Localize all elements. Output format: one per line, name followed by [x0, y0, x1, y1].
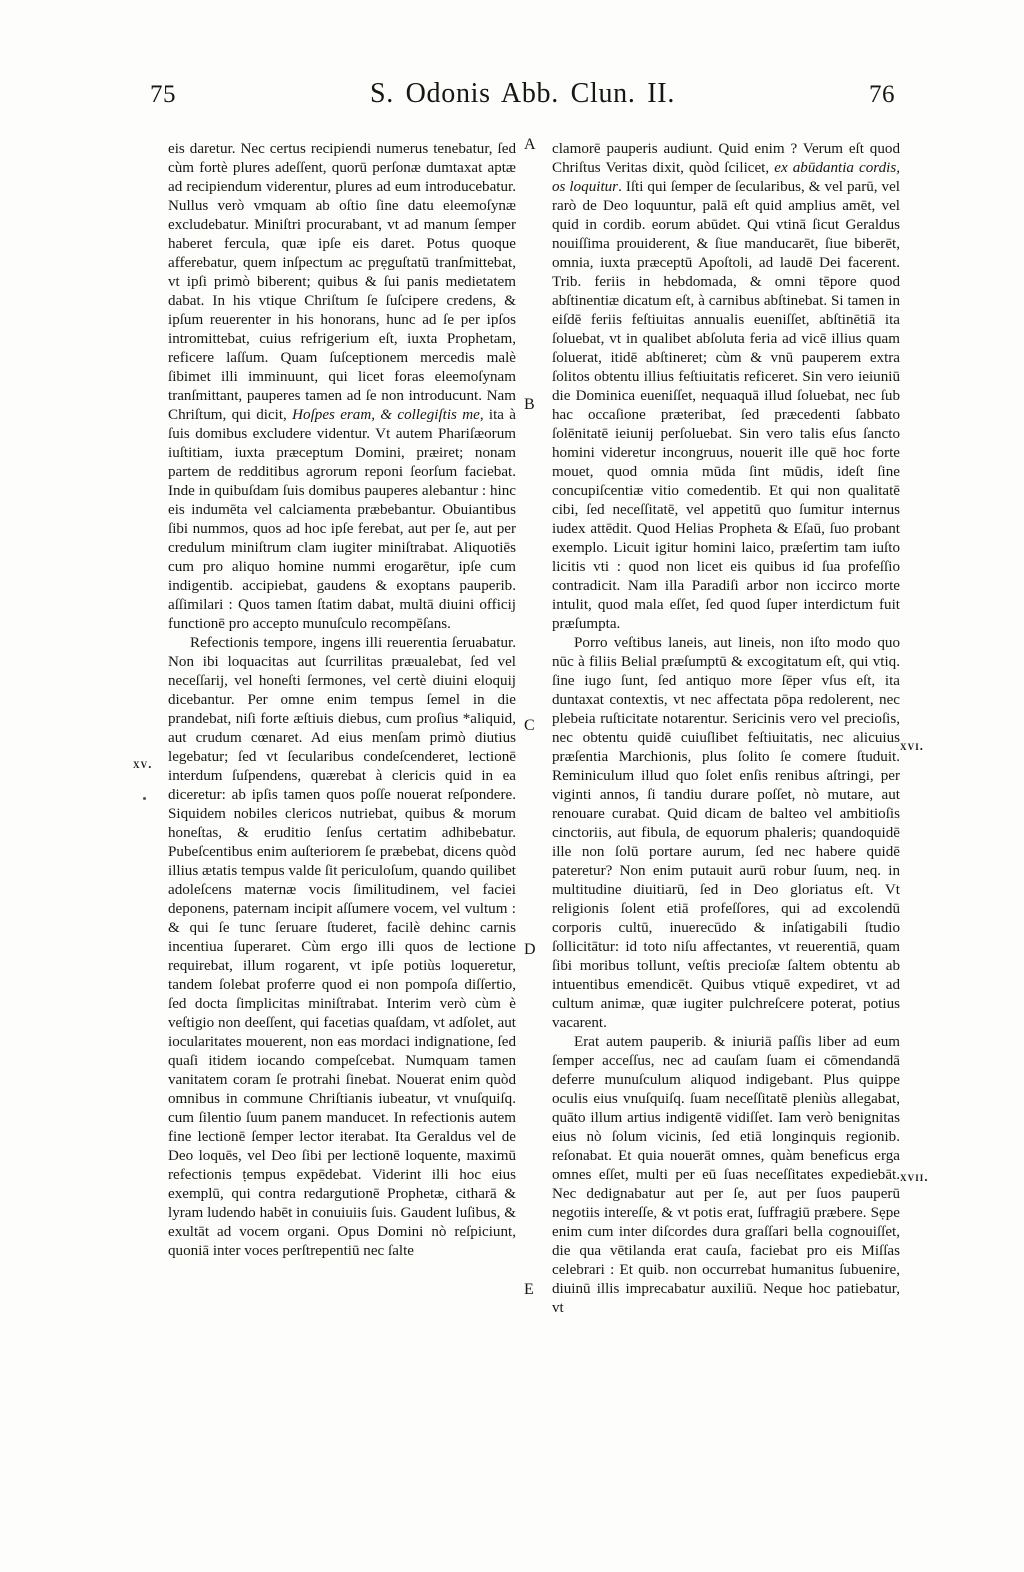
folio-number-left: 75 [150, 81, 176, 108]
page-title: S. Odonis Abb. Clun. II. [369, 78, 676, 109]
paragraph-right-1-text-a: clamorē pauperis audiunt. Quid enim ? Verum eſt quod Chriſtus Veritas dixit, quòd ſcilicet, [552, 141, 900, 176]
paragraph-right-3: Erat autem pauperib. & iniuriā paſſis liber ad eum ſemper acceſſus, nec ad cauſam ſuam ei cōmendandā deferre munuſculum aliquod indigebant. Plus quippe oculis eius vnuſquiſq. ſuam neceſſitatē pleniùs allegabat, quāto illum artius indigentē vidiſſet. Iam verò benignitas eius nò ſolum vicinis, ſed etiā longinquis regionib. reſonabat. Et quia nouerāt omnes, quàm beneficus erga omnes eſſet, multi per eū ſuas neceſſitates expediebāt. Nec dedignabatur aut per ſe, aut per ſuos pauperū negotiis intereſſe, & vt potis erat, ſuffragiū præbere. Sẹpe enim cum inter diſcordes dura graſſari bella cognouiſſet, die qua vētilanda erat cauſa, faciebat pro eis Miſſas celebrari : Et quib. non occurrebat humanitus ſubuenire, diuinū illis imprecabatur auxiliū. Neque hoc patiebatur, vt [552, 1034, 900, 1316]
paragraph-left-1-text-b: , ita à ſuis domibus excludere videntur. Vt autem Phariſæorum iuſtitiam, iuxta præceptum Domini, præiret; nonam partem de redditibus agrorum reponi ſeorſum faciebat. Inde in quibuſdam ſuis domibus pauperes alebantur : hinc eis indumēta vel calciamenta præbebantur. Obuiantibus ſibi nummos, quos ad hoc ipſe ferebat, aut per ſe, aut per credulum miniſtrum clam iugiter miniſtrabat. Aliquotiēs cum pro aliquo homine nummi erogarētur, ipſe cum indigentib. accipiebat, gaudens & exoptans pauperib. aſſimilari : Quos tamen ſtatim dabat, multā diuini officij functionē pro accepto munuſculo recompēſans. [168, 407, 517, 632]
margin-letter-d: D [524, 941, 536, 958]
margin-letter-c: C [524, 717, 535, 734]
paragraph-left-2: Refectionis tempore, ingens illi reuerentia ſeruabatur. Non ibi loquacitas aut ſcurrilitas præualebat, ſed vel neceſſarij, vel honeſti ſermones, vel certè diuini eloquij dicebantur. Per omne enim tempus ſemel in die prandebat, niſi forte æſtiuis diebus, cum proſius *aliquid, aut crudum cœnaret. Ad eius menſam primò diutius legebatur; ſed vt ſecularibus condeſcenderet, lectionē interdum ſuſpendens, quærebat à clericis quid in ea diceretur: ab ipſis tamen quos poſſe nouerat reſpondere. Siquidem nobiles clericos nutriebat, quibus & morum honeſtas, & eruditio ſenſus certatim adhibebatur. Pubeſcentibus enim auſteriorem ſe præbebat, dicens quòd illius ætatis tempus valde ſit periculoſum, quando quilibet adoleſcens maternæ vocis ſimilitudinem, vel faciei deponens, paternam incipit aſſumere vocem, vel vultum : & qui ſe tunc ſeruare ſtuderet, facilè dehinc carnis incentiua ſuperaret. Cùm ergo illi quos de lectione requirebat, illum rogarent, vt ipſe potiùs loqueretur, tandem ſolebat proferre quod ei non pompoſa diſſertio, ſed docta ſimplicitas miniſtrabat. Interim verò cùm è veſtigio non deeſſent, qui facetias quaſdam, vt adſolet, aut iocularitates mouerent, non eas mordaci indignatione, ſed quaſi itidem iocando compeſcebat. Numquam tamen vanitatem coram ſe protrahi ſinebat. Nouerat enim quòd omnibus in commune Chriſtianis iubeatur, vt vnuſquiſq. cum ſilentio ſuum panem manducet. In refectionis autem fine lectionē ſemper lector iterabat. Ita Geraldus vel de Deo loquēs, vel Deo ſibi per lectionē loquente, maximū refectionis ṭempus expēdebat. Viderint illi hoc eius exemplū, qui contra redargutionē Prophetæ, citharā & lyram ludendo habēt in conuiuiis ſuis. Gaudent luſibus, & exultāt ad vocem organi. Opus Domini nò reſpiciunt, quoniā inter voces perſtrepentiū nec ſalte [168, 635, 516, 1259]
column-right [552, 140, 900, 1318]
folio-number-right: 76 [869, 81, 895, 108]
paragraph-right-1 [552, 140, 900, 634]
page-speck [143, 797, 146, 800]
margin-letter-a: A [524, 136, 536, 153]
paragraph-left-1-text-a: eis daretur. Nec certus recipiendi numerus tenebatur, ſed cùm fortè plures adeſſent, quorū perſonæ dumtaxat aptæ ad recipiendum viderentur, plures ad eum introducebatur. Nullus verò vmquam ab oſtio ſine datu eleemoſynæ excludebatur. Miniſtri procurabant, vt ad manum ſemper haberet fercula, quæ ipſe eis daret. Potus quoque afferebatur, quem inſpectum ac prẹguſtatū tranſmittebat, vt ipſi primò biberent; quibus & ſui panis medietatem dabat. In his vtique Chriſtum ſe ſuſcipere credens, & ipſum reuerenter in his honorans, hunc ad ſe per ipſos intromittebat, cuius refrigerium eſt, iuxta Prophetam, reficere laſſum. Quam ſuſceptionem mercedis malè ſibimet illi imminuunt, qui licet foras eleemoſynam tranſmittant, pauperes tamen ad ſe non introducunt. Nam Chriſtum, qui dicit, [168, 141, 516, 423]
column-left [168, 140, 516, 1261]
quotation-ex-abundantia-cordis: ex abūdantia cordis, os loquitur [552, 160, 901, 195]
paragraph-right-2: Porro veſtibus laneis, aut lineis, non iſto modo quo nūc à filiis Belial præſumptū & excogitatum eſt, qui vtiq. ſine iugo ſunt, ſed antiquo more ſēper vſus eſt, ita duntaxat contextis, vt nec affectata pōpa redolerent, nec plebeia ruſticitate notarentur. Sericinis vero vel precioſis, nec obtentu quidē cuiuſlibet feſtiuitatis, nec alicuius præſentia Marchionis, plus ſolito ſe comere ſtuduit. Reminiculum illud quo ſolet enſis renibus aſtringi, per viginti annos, ſi tandiu durare poſſet, nò mutare, aut renouare curabat. Quid dicam de balteo vel ambitioſis cinctoriis, aut fibula, de equorum phaleris; quandoquidē ille non ſolū portare aurum, ſed nec habere quidē pateretur? Non enim putauit aurū robur ſuum, neq. in multitudine diuitiarū, ſed in Deo gloriatus eſt. Vt religionis ſolent etiā profeſſores, qui ad excolendū corporis cultū, inuerecūdo & inſatigabili ſtudio ſollicitātur: id toto niſu affectantes, vt reuerentiā, quam ſibi moribus tollunt, veſtis precioſæ ſaltem obtentu ab intuentibus emendicēt. Quibus vtiquē expediret, vt ad cultum animæ, quæ iugiter pulchreſcere poterat, potius vacarent. [552, 635, 900, 1031]
paragraph-left-1 [168, 140, 516, 634]
margin-letter-b: B [524, 396, 535, 413]
quotation-hospes-eram: Hoſpes eram, & collegiſtis me [292, 407, 480, 423]
section-number-xv: xv. [133, 757, 153, 771]
paragraph-right-1-text-b: . Iſti qui ſemper de ſecularibus, & vel parū, vel rarò de Deo loquuntur, palā eſt quid amplius amēt, vel quid in cordib. eorum abūdet. Qui vtinā ſicut Geraldus nouiſſima prouiderent, & ſiue manducarēt, ſiue biberēt, omnia, iuxta præceptū Apoſtoli, ad laudē Dei facerent. Trib. feriis in hebdomada, & omni tēpore quod abſtinentiæ dicatum eſt, à carnibus abſtinebat. Si tamen in eiſdē feriis feſtiuitas annualis eueniſſet, abſtinētiā ita ſoluebat, vt in qualibet abſoluta feria ad vicē illius quam ſoluerat, itidē abſtineret; cùm & vnū pauperem extra ſolitos obtentu illius feſtiuitatis reficeret. Sin vero ieiuniū die Dominica eueniſſet, nequaquā illud ſoluebat, nec ſub hac occaſione præteribat, ſed præcedenti ſabbato ſolēnitatē ieiunij perſoluebat. Sin vero talis eſus ſancto homini videretur incongruus, nouerit ille quē hoc forte mouet, quod omnia mūda ſint mūdis, ideſt ſine concupiſcentiæ vitio comedentib. Et qui non qualitatē cibi, ſed neceſſitatē, vel appetitū quo ſumitur internus iudex attēdit. Quod Helias Propheta & Eſaū, ſuo probant exemplo. Licuit igitur homini laico, præſertim tam iuſto licitis vti : quod non licet eis quibus id ſua profeſſio contradicit. Nam illa Paradiſi arbor non iccirco morte intulit, quod mala eſſet, ſed quod ſuper interdictum fuit præſumpta. [552, 179, 900, 632]
section-number-xvii: xvii. [900, 1170, 929, 1184]
margin-letter-e: E [524, 1281, 534, 1298]
section-number-xvi: xvi. [900, 739, 925, 753]
running-head [150, 78, 895, 122]
